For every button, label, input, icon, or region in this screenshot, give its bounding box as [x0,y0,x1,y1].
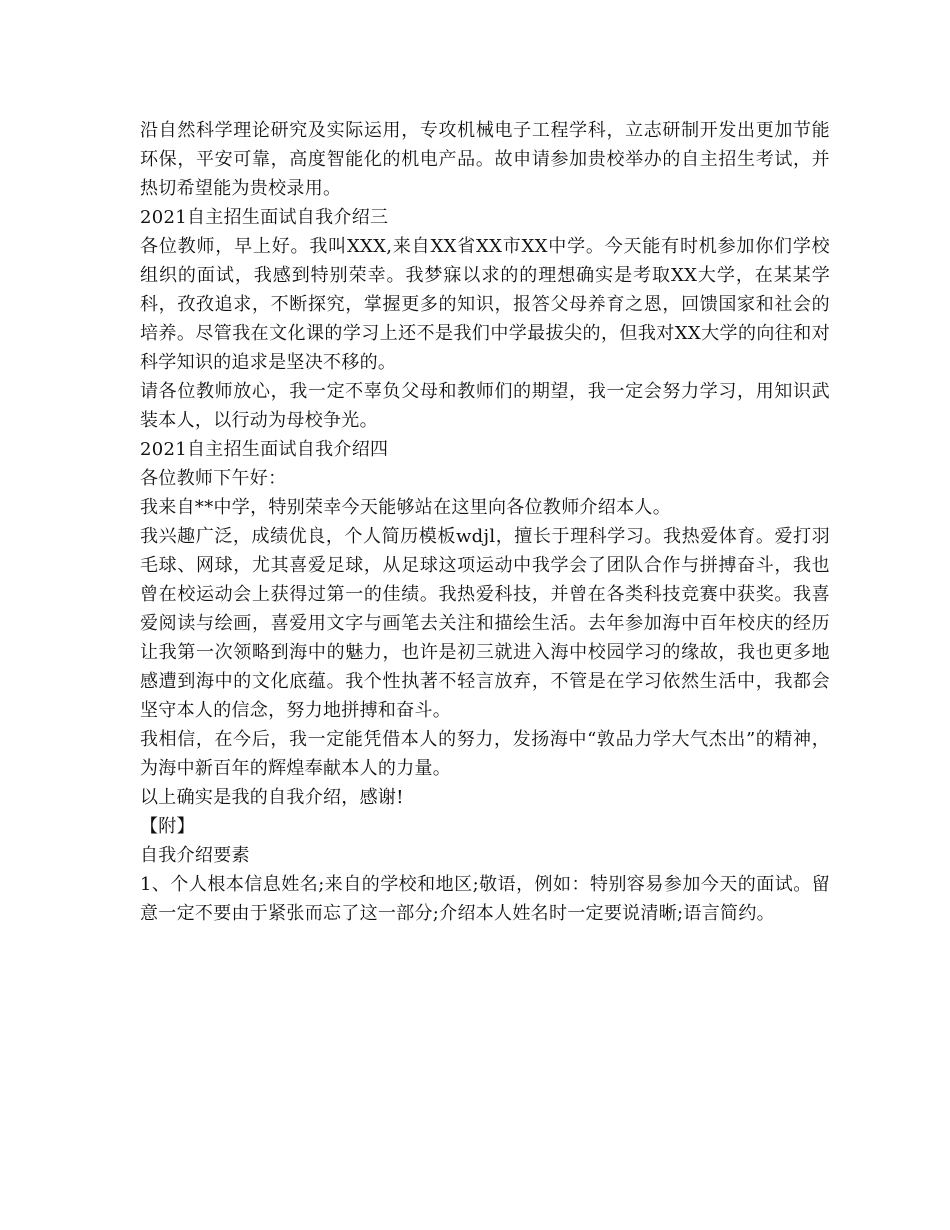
paragraph-four-intro: 我来自**中学，特别荣幸今天能够站在这里向各位教师介绍本人。 [140,497,671,518]
paragraph-three-greeting: 各位教师，早上好。我叫XXX,来自XX省XX市XX中学。今天能有时机参加你们学校组织的面试，我感到特别荣幸。我梦寐以求的的理想确实是考取XX大学，在某某学科，孜孜追求，不断探究，掌握更多的知识，报答父母养育之恩，回馈国家和社会的培养。尽管我在文化课的学习上还不是我们中学最拔尖的，但我对XX大学的向往和对科学知识的追求是坚决不移的。 [140,236,830,373]
section-heading-four: 2021自主招生面试自我介绍四 [140,439,389,460]
paragraph-three-closing: 请各位教师放心，我一定不辜负父母和教师们的期望，我一定会努力学习，用知识武装本人，以行动为母校争光。 [140,381,830,431]
paragraph-four-belief: 我相信，在今后，我一定能凭借本人的努力，发扬海中“敦品力学大气杰出”的精神，为海中新百年的辉煌奉献本人的力量。 [140,729,830,779]
appendix-heading: 自我介绍要素 [140,845,250,866]
document-body [140,116,830,928]
paragraph-four-body: 我兴趣广泛，成绩优良，个人简历模板wdjl，擅长于理科学习。我热爱体育。爱打羽毛球、网球，尤其喜爱足球，从足球这项运动中我学会了团队合作与拼搏奋斗，我也曾在校运动会上获得过第一的佳绩。我热爱科技，并曾在各类科技竞赛中获奖。我喜爱阅读与绘画，喜爱用文字与画笔去关注和描绘生活。去年参加海中百年校庆的经历让我第一次领略到海中的魅力，也许是初三就进入海中校园学习的缘故，我也更多地感遭到海中的文化底蕴。我个性执著不轻言放弃，不管是在学习依然生活中，我都会坚守本人的信念，努力地拼搏和奋斗。 [140,526,830,721]
appendix-item-1: 1、个人根本信息姓名;来自的学校和地区;敬语，例如：特别容易参加今天的面试。留意一定不要由于紧张而忘了这一部分;介绍本人姓名时一定要说清晰;语言简约。 [140,874,830,924]
appendix-marker: 【附】 [140,816,195,837]
paragraph-four-greeting: 各位教师下午好： [140,468,287,489]
paragraph-four-thanks: 以上确实是我的自我介绍，感谢! [140,787,404,808]
section-heading-three: 2021自主招生面试自我介绍三 [140,207,389,228]
paragraph-intro-continuation: 沿自然科学理论研究及实际运用，专攻机械电子工程学科，立志研制开发出更加节能环保，平安可靠，高度智能化的机电产品。故申请参加贵校举办的自主招生考试，并热切希望能为贵校录用。 [140,120,830,199]
